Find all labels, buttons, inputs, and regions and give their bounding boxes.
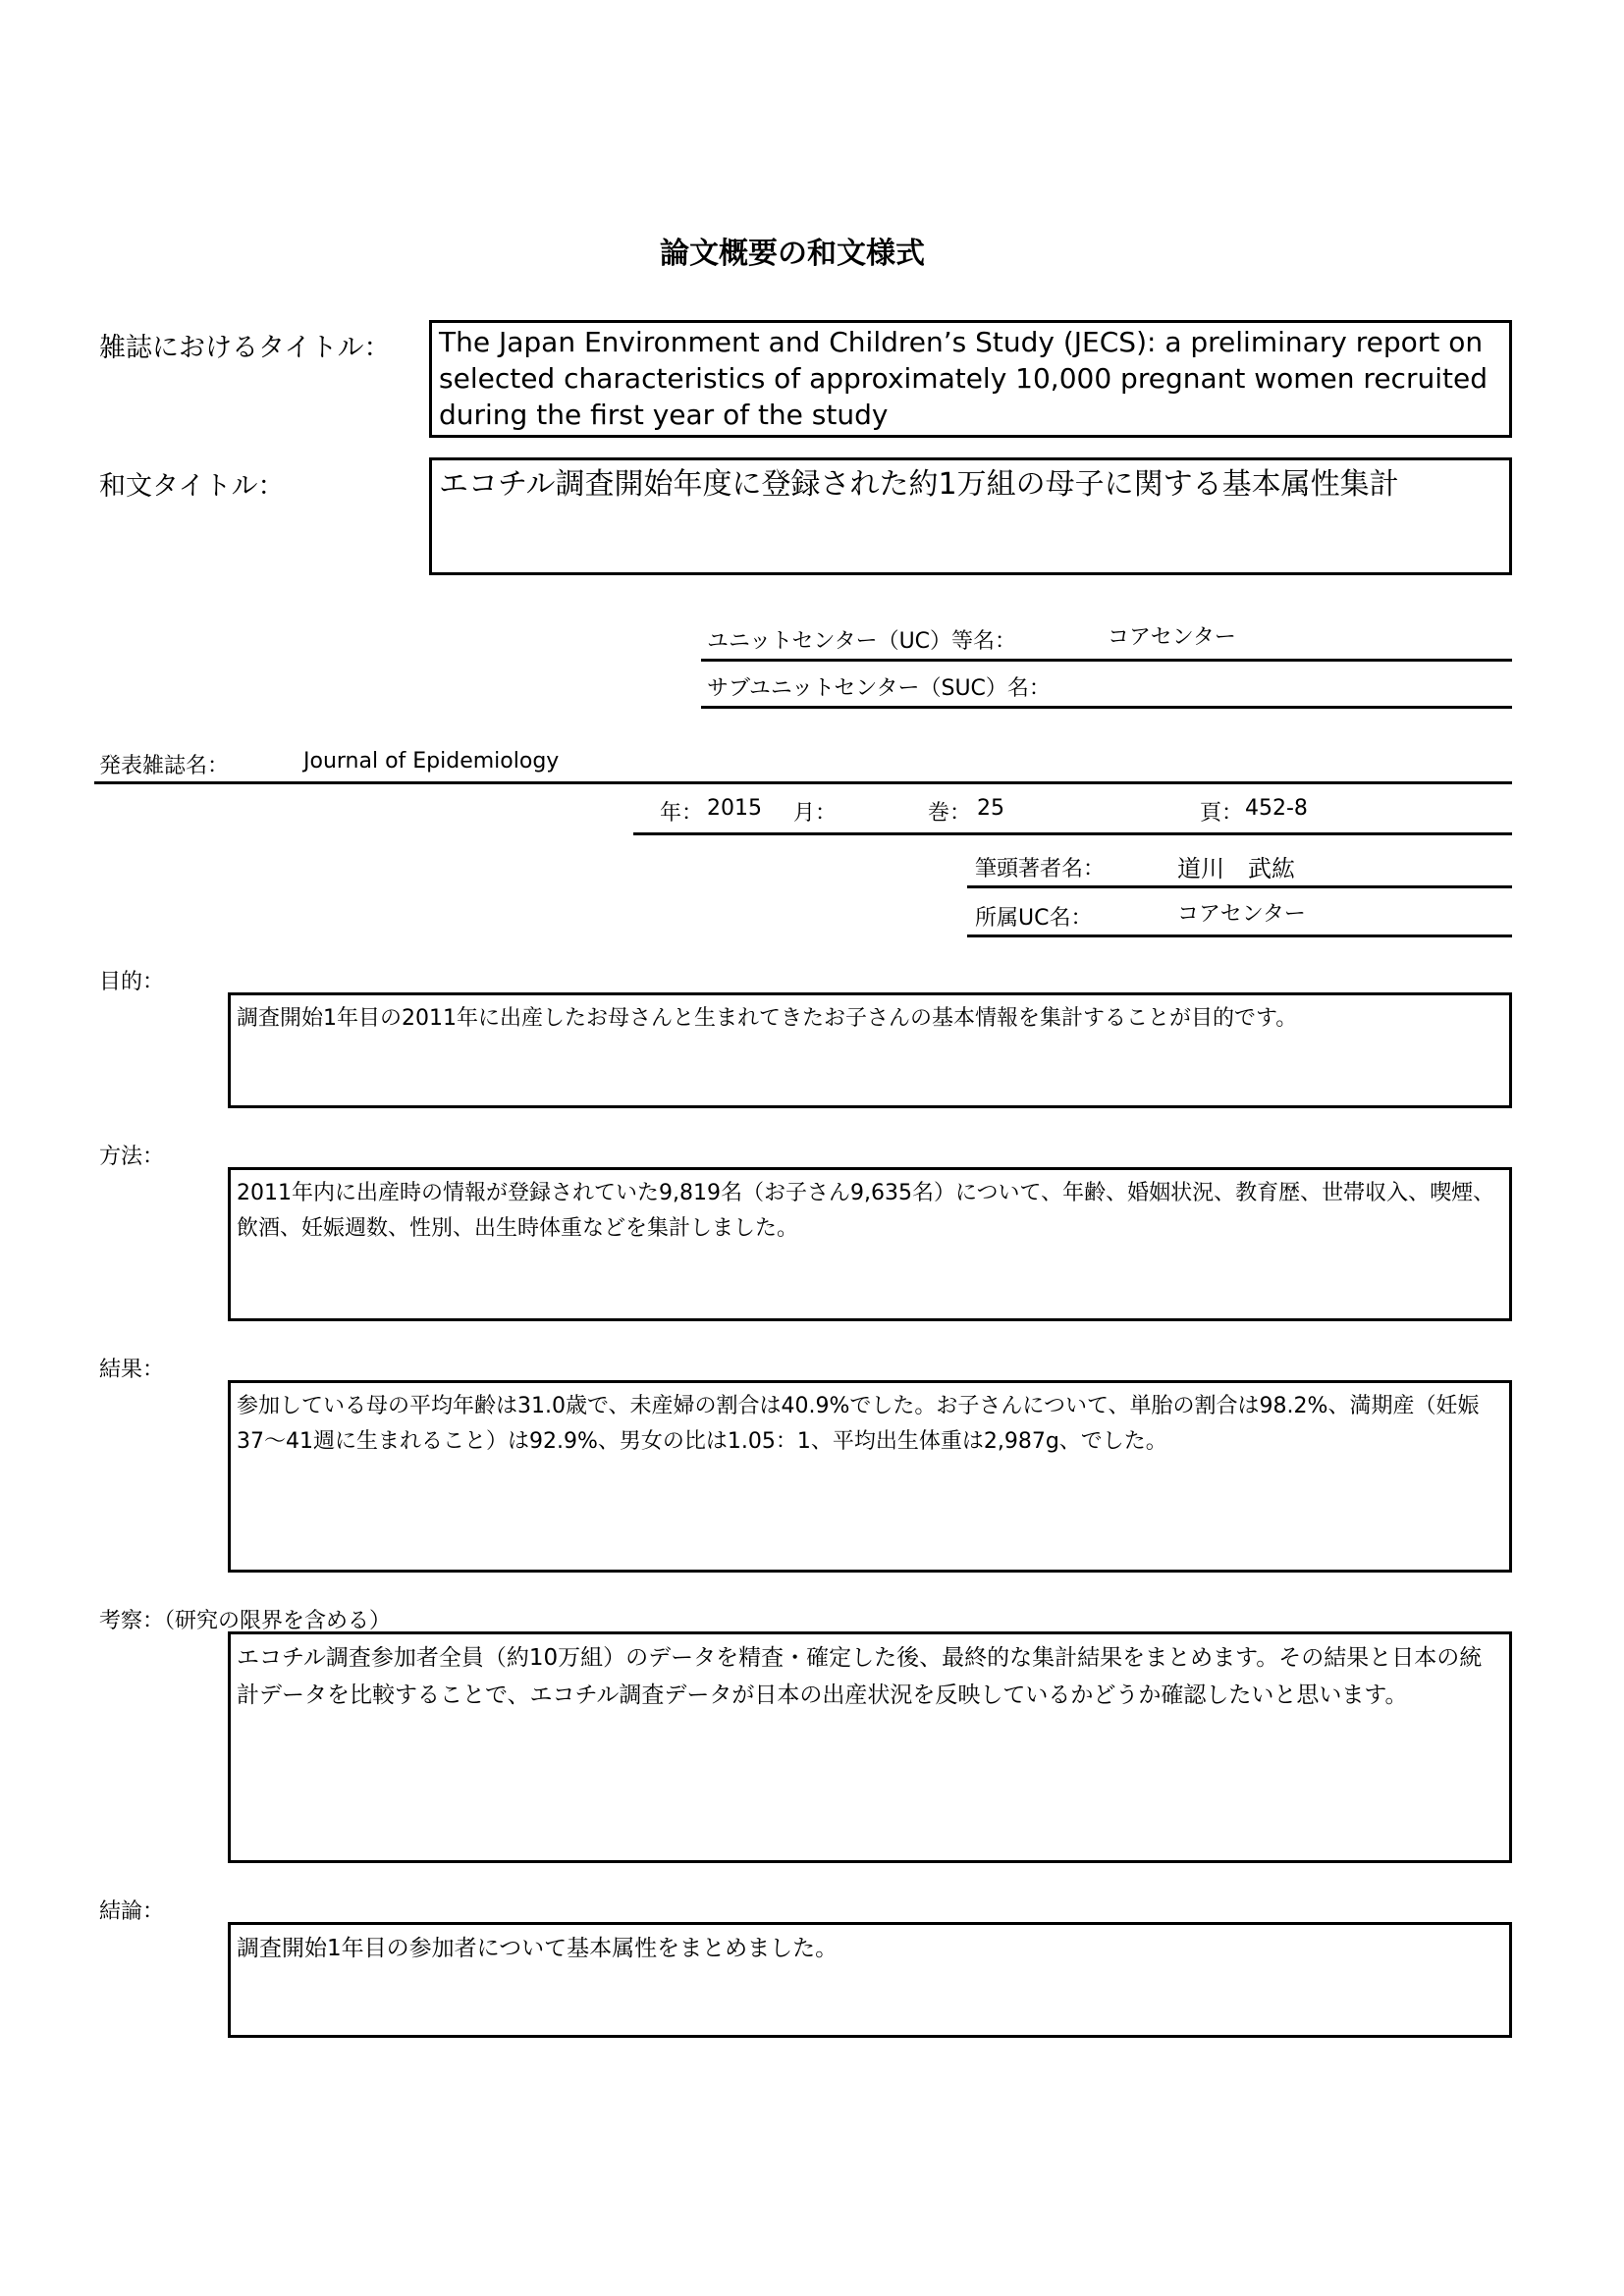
discussion-text: エコチル調査参加者全員（約10万組）のデータを精査・確定した後、最終的な集計結果をまとめます。その結果と日本の統計データを比較することで、エコチル調査データが日本の出産状況を反映しているかどうか確認したいと思います。 bbox=[237, 1645, 1483, 1708]
journal-title-text: The Japan Environment and Children’s Study (JECS): a preliminary report on selected characteristics of approximately 10,000 pregnant women recruited during the first year of the study bbox=[439, 326, 1488, 431]
journal-title-label: 雑誌におけるタイトル： bbox=[99, 333, 391, 363]
method-text: 2011年内に出産時の情報が登録されていた9,819名（お子さん9,635名）について、年齢、婚姻状況、教育歴、世帯収入、喫煙、飲酒、妊娠週数、性別、出生時体重などを集計しました。 bbox=[237, 1181, 1495, 1242]
sub-unit-center-label: サブユニットセンター（SUC）名： bbox=[707, 676, 1051, 701]
first-author-label: 筆頭著者名： bbox=[975, 857, 1106, 881]
japanese-title-text: エコチル調査開始年度に登録された約1万組の母子に関する基本属性集計 bbox=[439, 467, 1399, 502]
journal-name: Journal of Epidemiology bbox=[303, 749, 560, 774]
conclusion-text: 調査開始1年目の参加者について基本属性をまとめました。 bbox=[237, 1936, 839, 1961]
unit-center-underline bbox=[701, 659, 1512, 662]
month-label: 月： bbox=[793, 801, 838, 826]
unit-center-label: ユニットセンター（UC）等名： bbox=[707, 629, 1017, 654]
journal-name-underline bbox=[94, 781, 1512, 784]
unit-center-value: コアセンター bbox=[1108, 625, 1236, 650]
journal-title-box bbox=[429, 320, 1512, 438]
journal-name-label: 発表雑誌名： bbox=[99, 754, 230, 778]
first-author-underline bbox=[967, 885, 1512, 888]
purpose-label: 目的： bbox=[99, 970, 165, 994]
first-author: 道川 武紘 bbox=[1177, 855, 1295, 882]
year-label: 年： bbox=[660, 801, 704, 826]
sub-unit-center-underline bbox=[701, 706, 1512, 709]
method-box bbox=[228, 1167, 1512, 1321]
volume-value: 25 bbox=[977, 796, 1004, 821]
page-value: 452-8 bbox=[1245, 796, 1308, 821]
conclusion-box bbox=[228, 1922, 1512, 2038]
affiliation: コアセンター bbox=[1177, 902, 1306, 927]
affiliation-label: 所属UC名： bbox=[975, 906, 1093, 931]
document-title: 論文概要の和文様式 bbox=[660, 237, 925, 271]
year-value: 2015 bbox=[707, 796, 762, 821]
conclusion-label: 結論： bbox=[99, 1899, 165, 1924]
results-box bbox=[228, 1380, 1512, 1573]
japanese-title-label: 和文タイトル： bbox=[99, 471, 285, 502]
japanese-title-box bbox=[429, 457, 1512, 575]
affiliation-underline bbox=[967, 934, 1512, 937]
discussion-box bbox=[228, 1631, 1512, 1863]
issue-underline bbox=[633, 832, 1512, 835]
results-label: 結果： bbox=[99, 1358, 165, 1382]
page-label: 頁： bbox=[1200, 801, 1244, 826]
purpose-box bbox=[228, 992, 1512, 1108]
method-label: 方法： bbox=[99, 1145, 165, 1169]
volume-label: 巻： bbox=[928, 801, 972, 826]
discussion-label: 考察：（研究の限界を含める） bbox=[99, 1609, 392, 1633]
purpose-text: 調査開始1年目の2011年に出産したお母さんと生まれてきたお子さんの基本情報を集計することが目的です。 bbox=[237, 1006, 1298, 1031]
results-text: 参加している母の平均年齢は31.0歳で、未産婦の割合は40.9%でした。お子さんについて、単胎の割合は98.2%、満期産（妊娠37〜41週に生まれること）は92.9%、男女の比は1.05：1、平均出生体重は2,987g、でした。 bbox=[237, 1394, 1480, 1455]
